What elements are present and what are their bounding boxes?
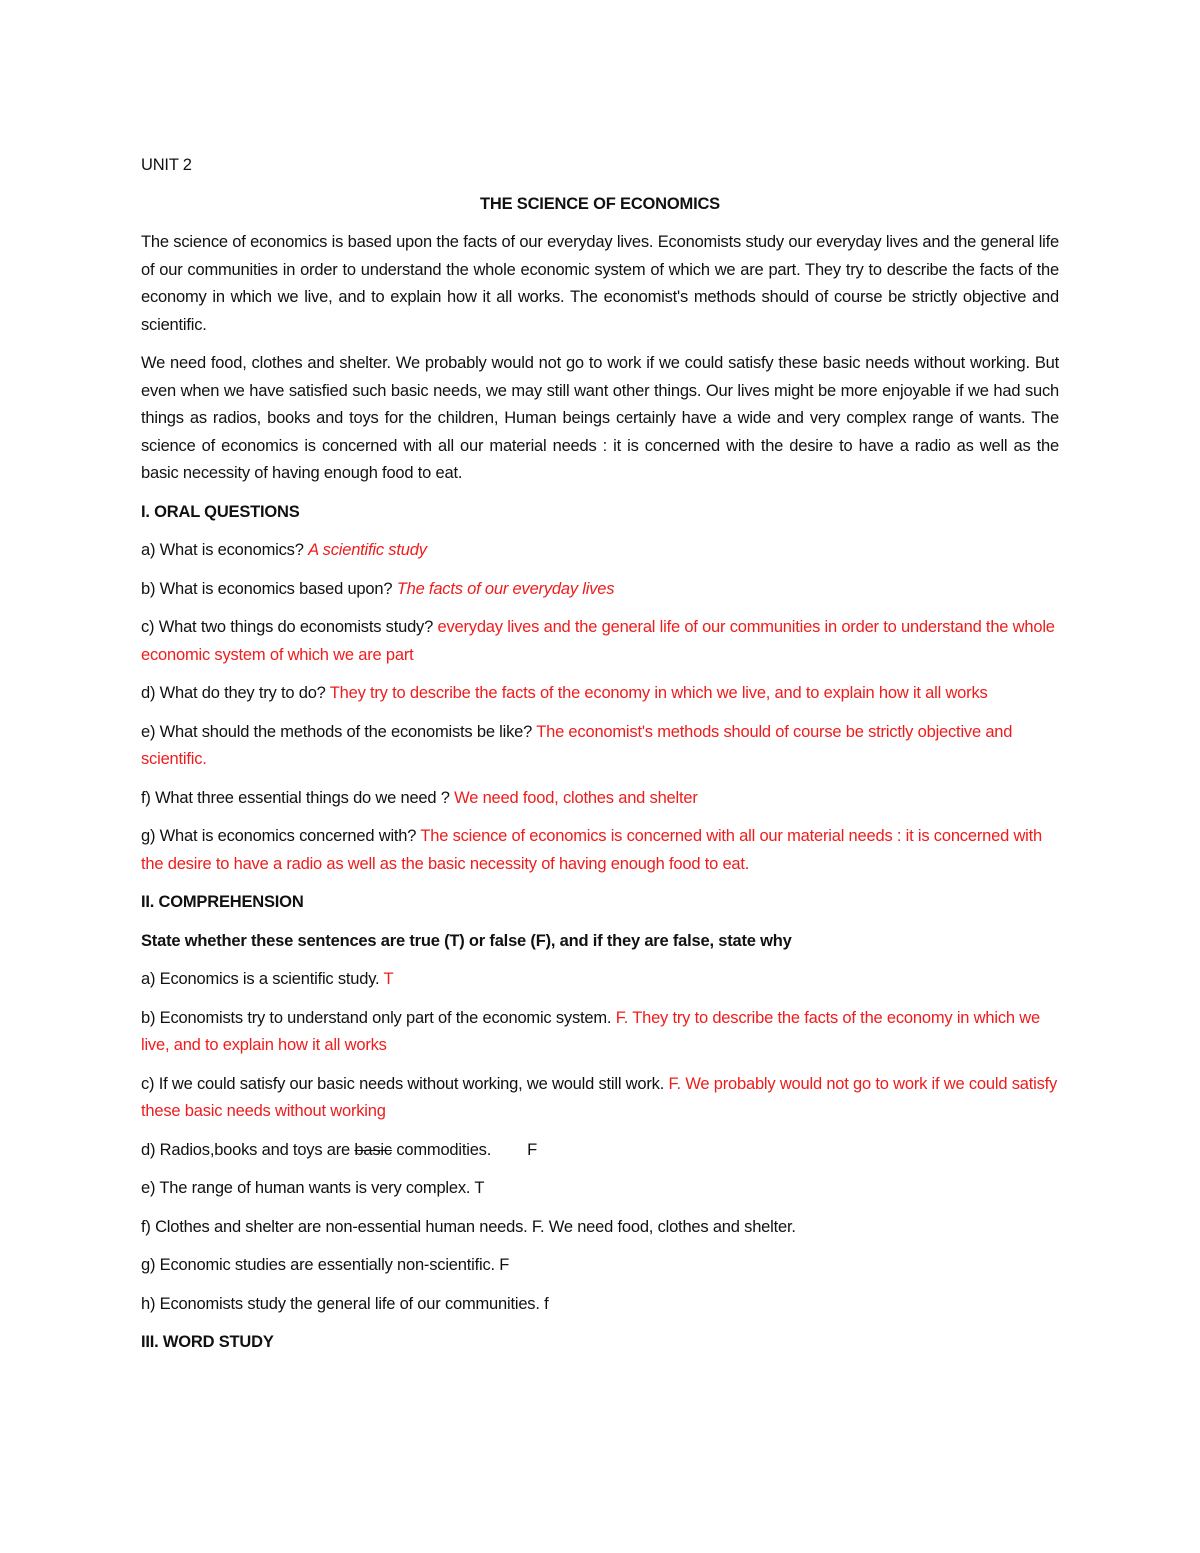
question-text: c) What two things do economists study?	[141, 618, 438, 636]
comprehension-item-c	[141, 1071, 1059, 1126]
question-text: f) What three essential things do we need ?	[141, 788, 455, 807]
statement-text-end: commodities.	[391, 1140, 492, 1159]
section-heading-comprehension: II. COMPREHENSION	[141, 893, 304, 911]
answer-text: T	[383, 970, 394, 988]
unit-label: UNIT 2	[141, 156, 192, 174]
answer-text: They try to describe the facts of the economy in which we live, and to explain how it all works	[329, 684, 988, 702]
comprehension-item-d	[141, 1137, 1059, 1165]
comprehension-item-f: f) Clothes and shelter are non-essential human needs. F. We need food, clothes and shelter.	[141, 1217, 796, 1236]
answer-text: F. They try to describe the facts of the economy in which we live, and to explain how it all works	[141, 1008, 1040, 1054]
comprehension-instruction: State whether these sentences are true (T) or false (F), and if they are false, state why	[141, 931, 792, 950]
comprehension-item-g: g) Economic studies are essentially non-scientific. F	[141, 1256, 510, 1274]
answer-text: F	[527, 1140, 538, 1159]
oral-question-a	[141, 537, 1059, 565]
answer-text: The economist's methods should of course be strictly objective and scientific.	[141, 722, 1013, 768]
paragraph: The science of economics is based upon the facts of our everyday lives. Economists study our everyday lives and the general life of our communities in order to understand the whole economic system of which we are part. They try to describe the facts of the economy in which we live, and to explain how it all works. The economist's methods should of course be strictly objective and scientific.	[141, 233, 1059, 334]
answer-text: We need food, clothes and shelter	[454, 788, 698, 807]
question-text: d) What do they try to do?	[141, 684, 330, 702]
question-text: g) What is economics concerned with?	[141, 827, 421, 845]
statement-text: a) Economics is a scientific study.	[141, 970, 384, 988]
question-text: e) What should the methods of the economists be like?	[141, 722, 537, 741]
comprehension-item-e: e) The range of human wants is very complex. T	[141, 1179, 485, 1197]
answer-text: A scientific study	[308, 541, 427, 559]
question-text: b) What is economics based upon?	[141, 579, 397, 598]
comprehension-item-a	[141, 966, 1059, 994]
comprehension-item-b	[141, 1005, 1059, 1060]
answer-text: The science of economics is concerned with all our material needs : it is concerned with the desire to have a radio as well as the basic necessity of having enough food to eat.	[141, 827, 1042, 873]
oral-question-g	[141, 823, 1059, 878]
document-page	[141, 152, 1059, 1368]
question-text: a) What is economics?	[141, 541, 309, 559]
struck-word: basic	[354, 1140, 392, 1159]
comprehension-item-h: h) Economists study the general life of our communities. f	[141, 1294, 549, 1313]
oral-question-d	[141, 680, 1059, 708]
answer-text: everyday lives and the general life of our communities in order to understand the whole economic system of which we are part	[141, 618, 1055, 664]
statement-text: c) If we could satisfy our basic needs without working, we would still work.	[141, 1074, 669, 1093]
statement-text: d) Radios,books and toys are	[141, 1140, 355, 1159]
answer-text: The facts of our everyday lives	[396, 579, 615, 598]
document-title: THE SCIENCE OF ECONOMICS	[480, 194, 720, 213]
answer-text: F. We probably would not go to work if we could satisfy these basic needs without working	[141, 1074, 1058, 1120]
paragraph: We need food, clothes and shelter. We probably would not go to work if we could satisfy these basic needs without working. But even when we have satisfied such basic needs, we may still want other things. Our lives might be more enjoyable if we had such things as radios, books and toys for the children, Human beings certainly have a wide and very complex range of wants. The science of economics is concerned with all our material needs : it is concerned with the desire to have a radio as well as the basic necessity of having enough food to eat.	[141, 354, 1059, 482]
oral-question-f	[141, 785, 1059, 813]
oral-question-c	[141, 614, 1059, 669]
oral-question-e	[141, 719, 1059, 774]
section-heading-word-study: III. WORD STUDY	[141, 1333, 274, 1351]
oral-question-b	[141, 576, 1059, 604]
statement-text: b) Economists try to understand only part of the economic system.	[141, 1008, 616, 1027]
section-heading-oral-questions: I. ORAL QUESTIONS	[141, 502, 300, 521]
